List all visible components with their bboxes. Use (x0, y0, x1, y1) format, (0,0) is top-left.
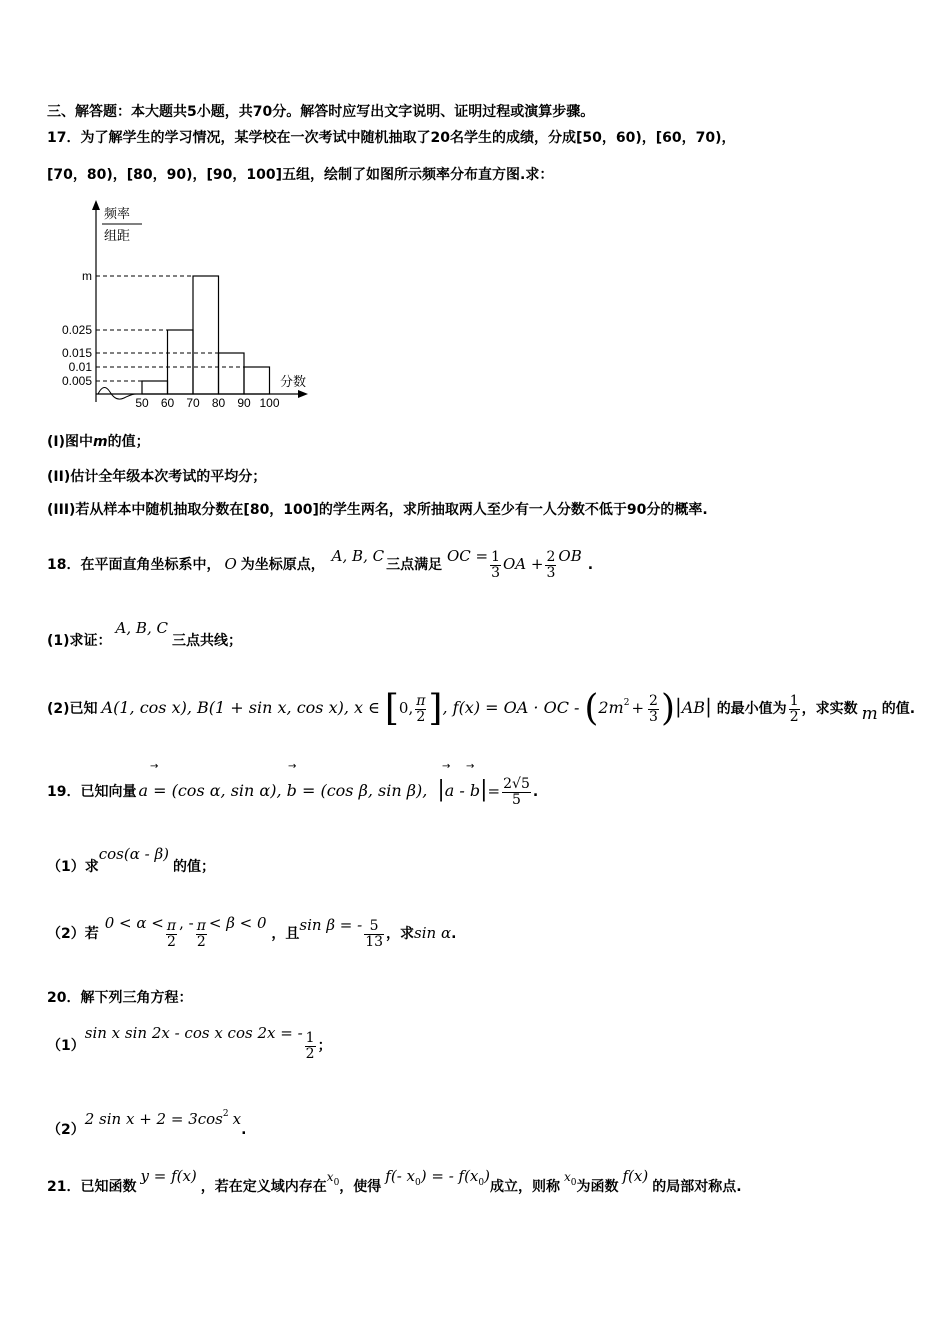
q17-part1-b: 的值； (107, 434, 150, 450)
q18-part1-suffix: 三点共线； (171, 633, 242, 649)
q18-points-def: A(1, cos x), B(1 + sin x, cos x), x ∈ (101, 698, 380, 717)
q20-part2 (47, 1104, 246, 1150)
q18-origin-symbol: O (224, 555, 237, 573)
q19-beta-range: < β < 0 (208, 914, 267, 932)
ylabel-bottom: 组距 (104, 228, 131, 243)
q21-eq-sub2: 0 (478, 1178, 485, 1188)
q18-abs-right: | (705, 694, 712, 718)
xtick-label-90: 90 (237, 396, 251, 410)
q19-abs-left: | (437, 777, 445, 802)
q20-part2-label: （2） (47, 1122, 85, 1138)
q19-and: ，且 (271, 926, 300, 942)
q18-ab: AB (681, 698, 706, 717)
q18-oa: OA + (503, 555, 544, 573)
vector-arrow-b2: → (466, 761, 475, 772)
xtick-label-70: 70 (186, 396, 200, 410)
q20-end: . (241, 1122, 247, 1138)
x-axis-arrow (298, 390, 308, 398)
q19-part2-prefix: （2）若 (47, 926, 99, 942)
q19-part1-prefix: （1）求 (47, 859, 99, 875)
q18-oc: OC = (446, 547, 489, 565)
q19-end: . (532, 784, 539, 800)
q18-plus: + (631, 699, 645, 717)
q19-part1 (47, 846, 215, 887)
q19-vector-diff: a - b (444, 781, 481, 800)
q19-equals: = (487, 782, 501, 800)
q21-eq-sub1: 0 (415, 1178, 421, 1188)
q19-ask: ，求 (386, 926, 415, 942)
q21-text1: ，若在定义域内存在 (200, 1179, 327, 1195)
xtick-label-100: 100 (259, 396, 280, 410)
vector-arrow-b: → (288, 761, 297, 772)
q21-eq-a: f(- x (385, 1167, 415, 1185)
q21-text4: 为函数 (576, 1179, 619, 1195)
q20-semicolon: ； (317, 1038, 332, 1054)
bar-70-80 (193, 276, 219, 394)
q21-intro: 21．已知函数 (47, 1179, 137, 1195)
q18-value-text: 的值. (881, 701, 916, 717)
vector-arrow-a: → (150, 761, 159, 772)
q18-frac-1-3: $\frac{1}{3}$ (491, 548, 500, 581)
q19-abs-right: | (480, 777, 488, 802)
q20-equation2: 2 sin x + 2 = 3cos (84, 1110, 223, 1128)
bar-60-70 (168, 330, 194, 394)
q17-part1-a: (I)图中 (47, 434, 94, 450)
vector-arrow-a2: → (442, 761, 451, 772)
q20-equation1: sin x sin 2x - cos x cos 2x = - (84, 1024, 303, 1042)
q19-frac-pi-2b: $\frac{\pi}{2}$ (196, 917, 206, 950)
q18-interval-close: ] (428, 688, 443, 729)
q18-m: m (861, 704, 878, 724)
q18-fx-def: , f(x) = OA · OC - (442, 698, 580, 717)
ytick-label-4: m (82, 269, 92, 283)
q18-intro: 18．在平面直角坐标系中， (47, 557, 221, 573)
q18-real-text: ，求实数 (801, 701, 858, 717)
q18-frac-2-3: $\frac{2}{3}$ (546, 548, 556, 581)
q19-frac-pi-2a: $\frac{\pi}{2}$ (166, 917, 177, 950)
q18-part1-prefix: (1)求证： (47, 633, 112, 649)
q17-part3: (III)若从样本中随机抽取分数在[80，100]的学生两名，求所抽取两人至少有一人分数不低于90分的概率. (47, 502, 708, 518)
bar-50-60 (142, 381, 168, 394)
q18-paren-close: ) (660, 688, 675, 729)
q19-sin-beta: sin β = - (299, 916, 363, 934)
q19-alpha-range: 0 < α < (104, 914, 164, 932)
q20-part1 (47, 1020, 332, 1071)
q17-part1-m: m (93, 434, 108, 450)
q20-equation2-x: x (232, 1110, 242, 1128)
ytick-label-0: 0.005 (61, 374, 92, 388)
bar-80-90 (219, 353, 245, 394)
q18-end: . (587, 557, 594, 573)
q21-y-fx: y = f(x) (140, 1167, 197, 1185)
q21-x0-a-sub: 0 (333, 1178, 340, 1188)
xtick-label-60: 60 (160, 396, 175, 410)
q21-text5: 的局部对称点. (652, 1179, 742, 1195)
q20-frac-1-2: $\frac{1}{2}$ (305, 1029, 315, 1062)
q18-frac-2-3b: $\frac{2}{3}$ (649, 692, 658, 725)
q20-part1-label: （1） (47, 1038, 85, 1054)
q19-part1-suffix: 的值； (173, 859, 215, 875)
q18-minvalue-text: 的最小值为 (716, 701, 787, 717)
q21-x0-b: x (563, 1170, 571, 1184)
q17-line1: 17．为了解学生的学习情况，某学校在一次考试中随机抽取了20名学生的成绩，分成[50，60)，[60，70)， (47, 130, 736, 146)
q17-line2: [70，80)，[80，90)，[90，100]五组，绘制了如图所示频率分布直方图.求： (47, 167, 554, 183)
q21-x0-a: x (326, 1170, 334, 1184)
q21-line (47, 1166, 742, 1213)
ylabel-top: 频率 (104, 206, 131, 221)
q19-part2-end: . (451, 926, 457, 942)
q19-frac-2sqrt5-5: $\frac{2√5}{5}$ (503, 775, 530, 808)
q18-abs-left: | (675, 694, 682, 718)
axis-break (98, 387, 136, 399)
q19-cos-diff: cos(α - β) (98, 845, 169, 863)
q20-intro: 20．解下列三角方程： (47, 990, 193, 1006)
q21-text2: ，使得 (339, 1179, 382, 1195)
q18-points: A, B, C (331, 547, 385, 565)
bar-90-100 (244, 367, 270, 394)
q19-sin-alpha: sin α (414, 924, 452, 942)
ytick-label-1: 0.01 (68, 360, 92, 374)
xtick-label-80: 80 (211, 396, 226, 410)
section-header: 三、解答题：本大题共5小题，共70分。解答时应写出文字说明、证明过程或演算步骤。 (47, 104, 595, 120)
q18-part2 (47, 678, 915, 734)
q18-interval-zero: 0, (398, 699, 414, 717)
q19-vectors: a = (cos α, sin α), b = (cos β, sin β), (138, 781, 428, 800)
q18-part1-points: A, B, C (115, 619, 168, 637)
q18-part1 (47, 619, 242, 659)
y-axis-arrow (92, 200, 100, 210)
q18-frac-half: $\frac{1}{2}$ (789, 692, 799, 725)
q21-text3: 成立，则称 (489, 1179, 560, 1195)
xlabel: 分数 (280, 374, 307, 389)
q21-eq-c: ) (484, 1167, 490, 1185)
q18-ob: OB (558, 547, 582, 565)
ytick-label-2: 0.015 (61, 346, 92, 360)
q21-eq-b: ) = - f(x (420, 1167, 479, 1185)
q19-line (47, 768, 538, 814)
q18-origin-text: 为坐标原点， (240, 557, 325, 573)
frequency-histogram (40, 196, 330, 414)
q18-paren-open: ( (584, 688, 599, 729)
q18-m-squared: 2m (598, 698, 624, 717)
q21-x0-b-sub: 0 (570, 1178, 577, 1188)
q18-interval-open: [ (384, 688, 399, 729)
q17-part1 (47, 433, 150, 451)
q21-fx: f(x) (622, 1167, 649, 1185)
q18-satisfy: 三点满足 (386, 557, 443, 573)
xtick-label-50: 50 (135, 396, 149, 410)
ytick-label-3: 0.025 (61, 323, 92, 337)
q17-part2: (II)估计全年级本次考试的平均分； (47, 469, 267, 485)
q19-part2 (47, 908, 456, 959)
q18-line (47, 542, 593, 587)
q18-m-exp: 2 (623, 698, 630, 708)
q19-intro: 19．已知向量 (47, 784, 137, 800)
q20-cos-exp: 2 (222, 1109, 229, 1119)
q18-part2-prefix: (2)已知 (47, 701, 98, 717)
q19-comma-minus: , - (179, 914, 194, 932)
q19-frac-5-13: $\frac{5}{13}$ (365, 917, 384, 950)
q18-frac-pi-2: $\frac{\pi}{2}$ (416, 692, 426, 725)
